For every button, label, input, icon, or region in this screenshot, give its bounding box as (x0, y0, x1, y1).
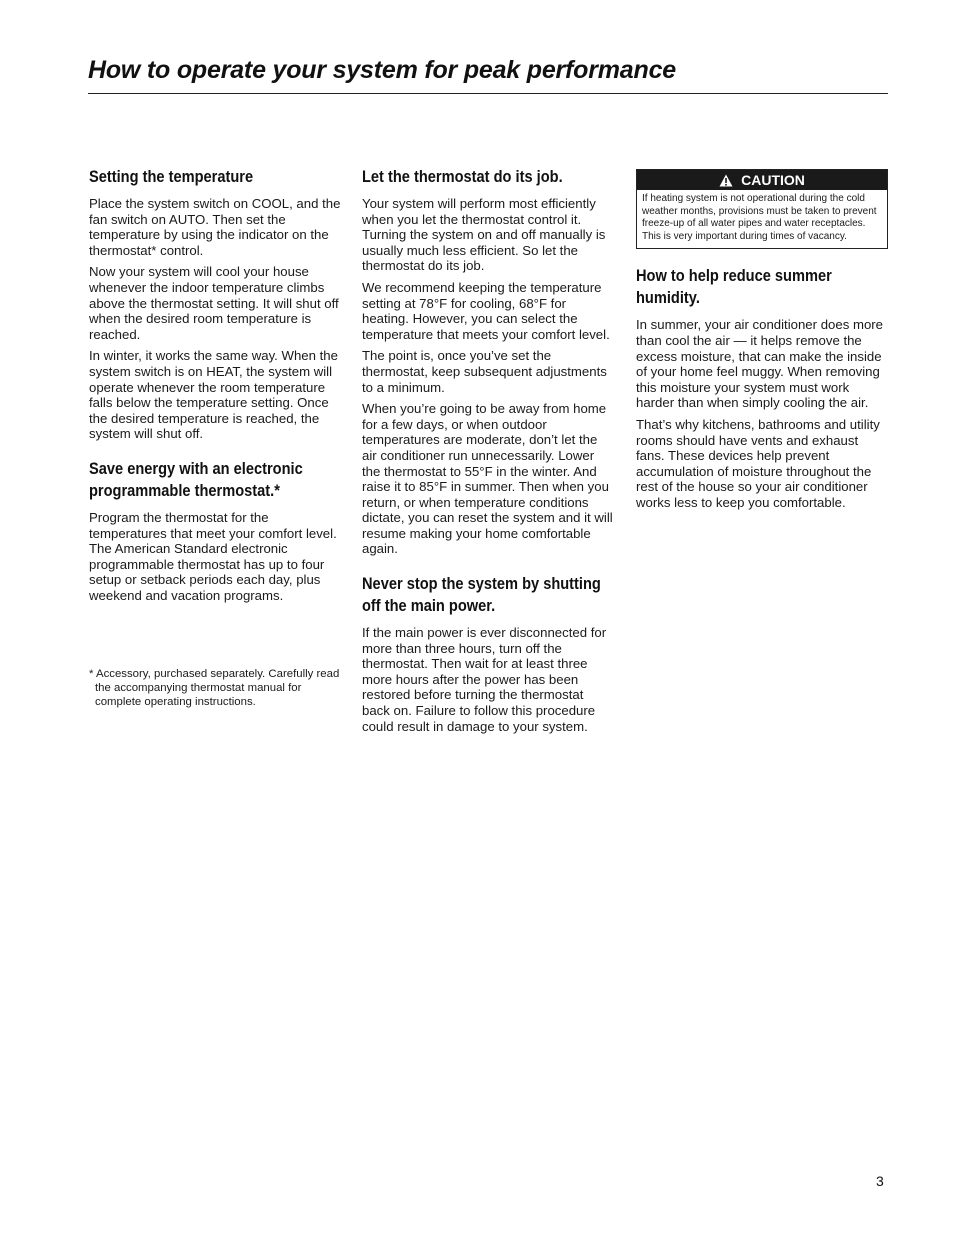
caution-label: CAUTION (741, 172, 805, 188)
paragraph: Place the system switch on COOL, and the fan switch on AUTO. Then set the temperature by using the indicator on the thermostat* control. (89, 196, 341, 258)
paragraph: In winter, it works the same way. When the system switch is on HEAT, the system will operate whenever the room temperature falls below the temperature setting. Once the desired temperature is reached, the system will shut off. (89, 348, 338, 442)
paragraph: Program the thermostat for the temperatures that meet your comfort level. The American Standard electronic programmable thermostat has up to four setup or setback periods each day, plus weekend and vacation programs. (89, 509, 337, 603)
heading-humidity: How to help reduce summer humidity. (636, 266, 832, 308)
heading-save-energy: Save energy with an electronic programmable thermostat.* (89, 458, 303, 500)
paragraph: Now your system will cool your house whenever the indoor temperature climbs above the thermostat setting. It will shut off when the desired room temperature is reached. (89, 264, 339, 342)
paragraph: If the main power is ever disconnected for more than three hours, turn off the thermostat. Then wait for at least three more hours after the power has been restored before turning the thermostat back on. Failure to follow this procedure could result in damage to your system. (362, 625, 607, 734)
heading-setting-temperature: Setting the temperature (89, 167, 254, 186)
column-left (89, 166, 341, 709)
heading-never-stop: Never stop the system by shutting off the main power. (362, 574, 601, 616)
caution-text: If heating system is not operational during the cold weather months, provisions must be taken to prevent freeze-up of all water pipes and water receptacles. This is very important during times of vacancy. (642, 193, 877, 242)
column-right (636, 166, 888, 517)
caution-header (637, 170, 887, 190)
page-title: How to operate your system for peak performance (88, 56, 676, 84)
warning-icon (719, 174, 733, 187)
paragraph: Your system will perform most efficiently when you let the thermostat control it. Turning the system on and off manually is usually much less efficient. So let the thermostat do its job. (362, 196, 606, 274)
footnote: * Accessory, purchased separately. Carefully read the accompanying thermostat manual for complete operating instructions. (89, 668, 340, 709)
title-divider (88, 93, 888, 94)
heading-let-thermostat: Let the thermostat do its job. (362, 167, 563, 186)
column-middle (362, 166, 614, 740)
page-number: 3 (876, 1173, 884, 1189)
paragraph: When you’re going to be away from home for a few days, or when outdoor temperatures are moderate, don’t let the air conditioner run unnecessarily. Lower the thermostat to 55°F in the winter. And raise it to 85°F in summer. Then when you return, or when temperature conditions dictate, you can reset the system and it will resume making your home comfortable again. (362, 401, 613, 557)
paragraph: The point is, once you’ve set the thermostat, keep subsequent adjustments to a minimum. (362, 348, 607, 395)
paragraph: In summer, your air conditioner does more than cool the air — it helps remove the excess moisture, that can make the inside of your home feel muggy. When removing this moisture your system must work harder than when simply cooling the air. (636, 317, 884, 411)
paragraph: We recommend keeping the temperature setting at 78°F for cooling, 68°F for heating. However, you can select the temperature that meets your comfort level. (362, 279, 610, 342)
paragraph: That’s why kitchens, bathrooms and utility rooms should have vents and exhaust fans. These devices help prevent accumulation of moisture throughout the rest of the house so your air conditioner works less to keep you comfortable. (636, 416, 880, 510)
caution-box (636, 169, 888, 249)
